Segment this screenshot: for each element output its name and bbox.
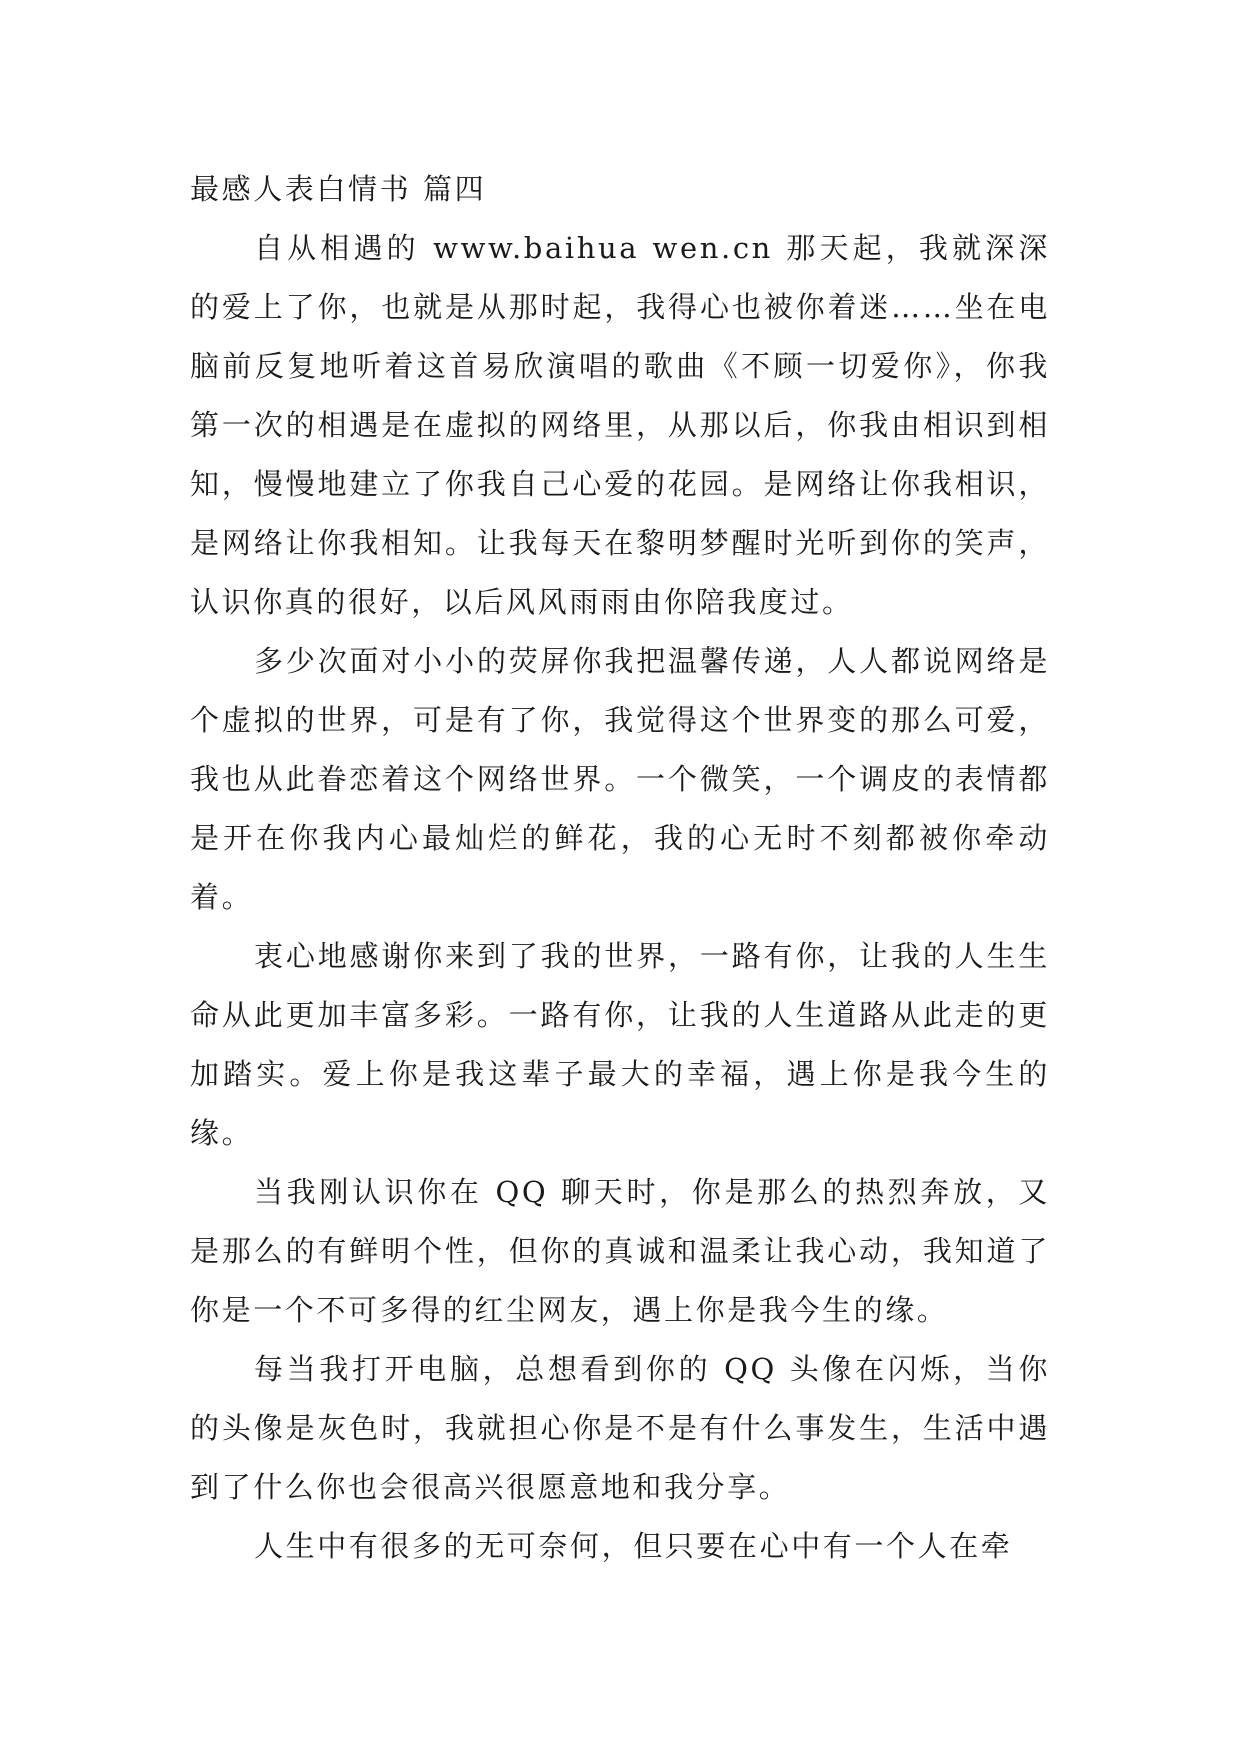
- paragraph-6: 人生中有很多的无可奈何，但只要在心中有一个人在牵: [254, 1529, 1013, 1563]
- document-title: 最感人表白情书 篇四: [190, 172, 487, 206]
- paragraph-1: 自从相遇的 www.baihua wen.cn 那天起，我就深深的爱上了你，也就是从那时起，我得心也被你着迷……坐在电脑前反复地听着这首易欣演唱的歌曲《不顾一切爱你》，你我第一次的相遇是在虚拟的网络里，从那以后，你我由相识到相知，慢慢地建立了你我自己心爱的花园。是网络让你我相识，是网络让你我相知。让我每天在黎明梦醒时光听到你的笑声，认识你真的很好，以后风风雨雨由你陪我度过。: [190, 231, 1050, 619]
- document-body: [190, 160, 1050, 1576]
- paragraph-3: 衷心地感谢你来到了我的世界，一路有你，让我的人生生命从此更加丰富多彩。一路有你，让我的人生道路从此走的更加踏实。爱上你是我这辈子最大的幸福，遇上你是我今生的缘。: [190, 939, 1050, 1150]
- paragraph-4: 当我刚认识你在 QQ 聊天时，你是那么的热烈奔放，又是那么的有鲜明个性，但你的真诚和温柔让我心动，我知道了你是一个不可多得的红尘网友，遇上你是我今生的缘。: [190, 1175, 1050, 1327]
- paragraph-5: 每当我打开电脑，总想看到你的 QQ 头像在闪烁，当你的头像是灰色时，我就担心你是不是有什么事发生，生活中遇到了什么你也会很高兴很愿意地和我分享。: [190, 1352, 1050, 1504]
- paragraph-2: 多少次面对小小的荧屏你我把温馨传递，人人都说网络是个虚拟的世界，可是有了你，我觉得这个世界变的那么可爱，我也从此眷恋着这个网络世界。一个微笑，一个调皮的表情都是开在你我内心最灿烂的鲜花，我的心无时不刻都被你牵动着。: [190, 644, 1050, 914]
